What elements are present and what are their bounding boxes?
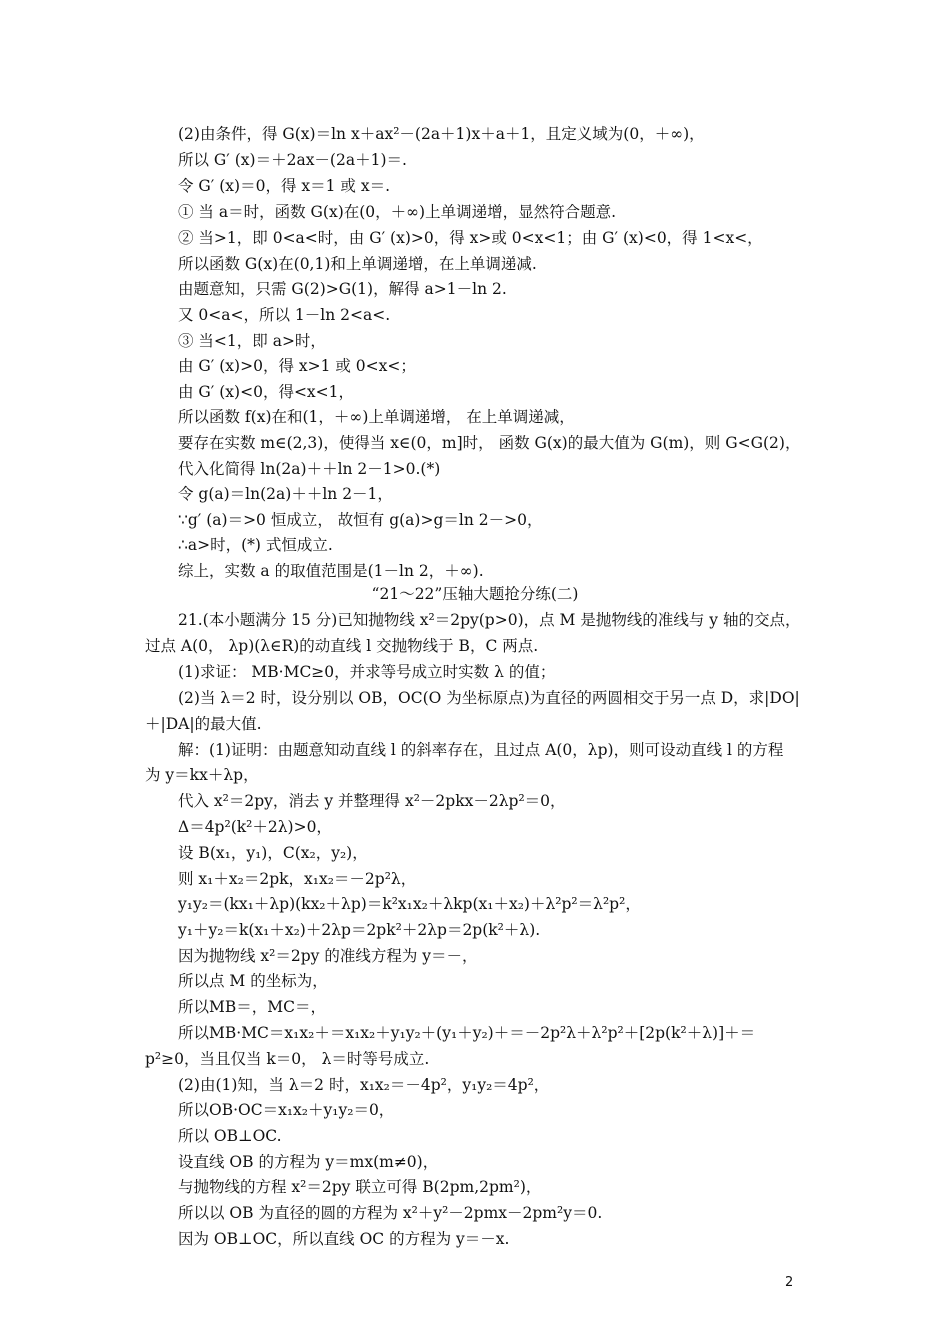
solution-line: 与抛物线的方程 x²＝2py 联立可得 B(2pm,2pm²)， <box>178 1178 542 1196</box>
solution-line: (2)由(1)知，当 λ＝2 时，x₁x₂＝－4p²，y₁y₂＝4p²， <box>178 1076 550 1094</box>
text-line: 要存在实数 m∈(2,3)，使得当 x∈(0，m]时， 函数 G(x)的最大值为 G(m)，则 G<G(2)， <box>178 434 801 452</box>
solution-line: y₁y₂＝(kx₁＋λp)(kx₂＋λp)＝k²x₁x₂＋λkp(x₁＋x₂)＋λ²p²＝λ²p²， <box>178 895 641 913</box>
text-line: 由题意知，只需 G(2)>G(1)，解得 a>1－ln 2. <box>178 280 507 298</box>
problem-line: 21.(本小题满分 15 分)已知抛物线 x²＝2py(p>0)，点 M 是抛物线的准线与 y 轴的交点， <box>178 611 801 629</box>
text-line: (2)由条件，得 G(x)＝ln x＋ax²－(2a＋1)x＋a＋1，且定义域为(0，＋∞)， <box>178 125 705 143</box>
text-line: ① 当 a＝时，函数 G(x)在(0，＋∞)上单调递增，显然符合题意. <box>178 203 617 221</box>
solution-line: 设 B(x₁，y₁)，C(x₂，y₂)， <box>178 844 368 862</box>
problem-question-1: (1)求证： MB·MC≥0，并求等号成立时实数 λ 的值； <box>178 663 556 681</box>
solution-line: 代入 x²＝2py，消去 y 并整理得 x²－2pkx－2λp²＝0， <box>178 792 566 810</box>
section-title: “21～22”压轴大题抢分练(二) <box>371 585 579 603</box>
solution-line: 所以以 OB 为直径的圆的方程为 x²＋y²－2pmx－2pm²y＝0. <box>178 1204 603 1222</box>
text-line: ∵g′ (a)＝>0 恒成立， 故恒有 g(a)>g＝ln 2－>0， <box>178 511 543 529</box>
problem-question-2-cont: ＋|DA|的最大值. <box>145 715 262 733</box>
text-line: 又 0<a<，所以 1－ln 2<a<. <box>178 306 391 324</box>
solution-line: Δ＝4p²(k²＋2λ)>0， <box>178 818 332 836</box>
text-line: 综上，实数 a 的取值范围是(1－ln 2，＋∞). <box>178 562 484 580</box>
text-line: ③ 当<1，即 a>时， <box>178 332 326 350</box>
text-line: 令 g(a)＝ln(2a)＋＋ln 2－1， <box>178 485 393 503</box>
solution-line: 为 y＝kx＋λp， <box>145 766 259 784</box>
text-line: 由 G′ (x)<0，得<x<1， <box>178 383 355 401</box>
solution-line: 所以OB·OC＝x₁x₂＋y₁y₂＝0， <box>178 1101 395 1119</box>
text-line: 令 G′ (x)＝0，得 x＝1 或 x＝. <box>178 177 391 195</box>
solution-line: p²≥0，当且仅当 k＝0， λ＝时等号成立. <box>145 1050 430 1068</box>
solution-line: 因为抛物线 x²＝2py 的准线方程为 y＝－， <box>178 947 478 965</box>
text-line: 所以函数 G(x)在(0,1)和上单调递增，在上单调递减. <box>178 255 537 273</box>
text-line: 所以函数 f(x)在和(1，＋∞)上单调递增， 在上单调递减， <box>178 408 575 426</box>
solution-line: 设直线 OB 的方程为 y＝mx(m≠0)， <box>178 1153 439 1171</box>
solution-line: y₁＋y₂＝k(x₁＋x₂)＋2λp＝2pk²＋2λp＝2p(k²＋λ). <box>178 921 541 939</box>
text-line: ∴a>时，(*) 式恒成立. <box>178 536 333 554</box>
solution-line: 则 x₁＋x₂＝2pk，x₁x₂＝－2p²λ， <box>178 870 417 888</box>
text-line: 代入化简得 ln(2a)＋＋ln 2－1>0.(*) <box>178 460 441 478</box>
solution-line: 所以MB＝，MC＝， <box>178 998 326 1016</box>
page-number: 2 <box>785 1275 794 1290</box>
text-line: 所以 G′ (x)＝＋2ax－(2a＋1)＝. <box>178 151 407 169</box>
solution-line: 所以MB·MC＝x₁x₂＋＝x₁x₂＋y₁y₂＋(y₁＋y₂)＋＝－2p²λ＋λ²p²＋[2p(k²＋λ)]＋＝ <box>178 1024 756 1042</box>
solution-line: 因为 OB⊥OC，所以直线 OC 的方程为 y＝－x. <box>178 1230 510 1248</box>
text-line: ② 当>1，即 0<a<时，由 G′ (x)>0，得 x>或 0<x<1；由 G′ (x)<0，得 1<x<， <box>178 229 763 247</box>
solution-line: 解：(1)证明：由题意知动直线 l 的斜率存在，且过点 A(0，λp)，则可设动直线 l 的方程 <box>178 741 784 759</box>
text-line: 由 G′ (x)>0，得 x>1 或 0<x<； <box>178 357 416 375</box>
problem-question-2: (2)当 λ＝2 时，设分别以 OB，OC(O 为坐标原点)为直径的两圆相交于另一点 D，求|DO| <box>178 689 800 707</box>
problem-line: 过点 A(0， λp)(λ∈R)的动直线 l 交抛物线于 B，C 两点. <box>145 637 539 655</box>
solution-line: 所以 OB⊥OC. <box>178 1127 282 1145</box>
solution-line: 所以点 M 的坐标为， <box>178 972 328 990</box>
